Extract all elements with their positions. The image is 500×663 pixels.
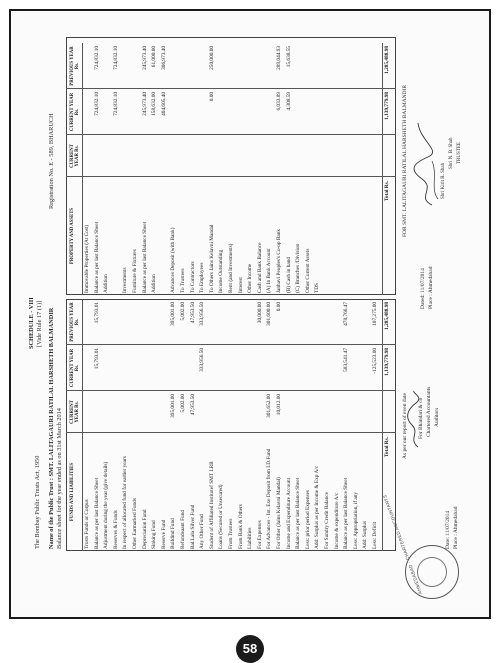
liability-row-cell: For Advances - Int. Exe Deposit from I.D.Fund xyxy=(266,448,273,549)
liability-col-divider xyxy=(66,432,396,433)
asset-row-cell: (A) In Bank Account xyxy=(266,248,273,293)
asset-row-cell: 724,832.10 xyxy=(112,46,119,70)
liability-row-cell: -125,523.00 xyxy=(372,348,378,374)
liability-row-cell: Balance as per last Balance Sheet xyxy=(343,477,350,549)
asset-row-cell: To Others Jains Kelavni Mandal xyxy=(208,224,215,293)
liability-row-cell: Less: prior period Expenses xyxy=(304,490,311,549)
asset-total-cell: 1,139,779.98 xyxy=(384,92,390,120)
liability-row-cell: Reserves & Funds xyxy=(112,510,119,549)
asset-col-header: PROPERTY AND ASSETS xyxy=(70,207,75,265)
liability-row-cell: Refundeaant Fund xyxy=(180,510,186,549)
liability-row-cell: 333,956.50 xyxy=(199,348,206,372)
asset-row-cell: Addition xyxy=(151,274,158,293)
liability-row-cell: Student of Affiliated Institutef SMT LRB xyxy=(208,461,215,549)
liability-row-cell: 47,953.50 xyxy=(189,302,196,324)
asset-row-cell: Other Current Assets xyxy=(304,248,311,293)
asset-row-cell: 15,638.55 xyxy=(285,46,292,68)
liability-col-divider xyxy=(66,344,396,345)
liability-row-cell: 107,275.00 xyxy=(372,302,378,326)
liability-row-cell: 301,652.00 xyxy=(266,394,273,418)
trustee-signature xyxy=(412,119,440,209)
asset-row-cell: TDS xyxy=(314,282,321,293)
asset-row-cell: 724,832.10 xyxy=(112,92,119,116)
asset-row-cell: To Trustees xyxy=(180,268,186,293)
asset-row-cell: Investments xyxy=(122,267,129,293)
liability-row-cell: 395,001.00 xyxy=(170,302,177,326)
liability-row-cell: 10,012.00 xyxy=(276,394,282,416)
asset-row-cell: 404,605.40 xyxy=(160,92,167,116)
asset-row-cell: Balance as per last Balance Sheet xyxy=(141,221,148,293)
liability-row-cell: Liabilities xyxy=(247,527,254,549)
liability-row-cell: For Expenses xyxy=(256,520,263,549)
liability-row-cell: Reserve Fund xyxy=(160,519,167,549)
asset-row-cell: 289,044.93 xyxy=(276,46,282,70)
as-per-report: As per our report of even date xyxy=(402,393,408,459)
liability-row-cell: 30,000.00 xyxy=(256,302,263,324)
liability-col-divider xyxy=(66,390,396,391)
asset-row-cell: Interest xyxy=(237,277,244,293)
liability-row-cell: 5,002.00 xyxy=(180,394,186,413)
chartered-accountants: Chartered Accountants xyxy=(426,386,432,437)
asset-row-cell: To Contractors xyxy=(189,261,196,293)
liability-row-cell: From Bank & Others xyxy=(237,504,244,549)
asset-total-cell: Total Rs. xyxy=(384,181,390,202)
liability-row-cell: Loans (Secured or Unsecured) xyxy=(218,484,225,549)
asset-row-cell: Furniture & Fixtures xyxy=(132,249,138,293)
signatory-title: TRUSTEE xyxy=(457,142,462,164)
liability-row-cell: Adjustment during the year (give details) xyxy=(103,461,110,549)
asset-row-cell: 724,832.10 xyxy=(93,92,100,116)
asset-row-cell: Advances Deposit (with Bank) xyxy=(170,227,177,293)
left-date: Date: 11/07/2014 xyxy=(445,510,451,549)
liability-row-cell: Income & expenditure A/c xyxy=(333,492,340,549)
mid-place: Place : Ahmedabad xyxy=(428,266,434,309)
asset-row-cell: To Employees xyxy=(199,262,206,293)
liability-col-header: CURRENT YEAR Rs. xyxy=(70,348,81,388)
liability-row-cell: Any Other Fund xyxy=(199,514,206,549)
asset-row-cell: 306,973.40 xyxy=(160,46,167,70)
liability-col-header: PREVIOUS YEAR Rs. xyxy=(70,302,81,342)
asset-row-cell: Other Income xyxy=(247,263,254,293)
balance-sheet-title: Balance sheet for the year ended as on 31st March 2014 xyxy=(56,408,63,549)
liability-row-cell: Bal.Lala Silver Fund xyxy=(189,504,196,549)
liability-row-cell: 5,002.00 xyxy=(180,302,186,321)
liability-row-cell: Add: Surplus xyxy=(362,520,369,549)
liability-row-cell: 15,793.01 xyxy=(93,302,100,324)
asset-total-line xyxy=(382,43,383,295)
auditors-label: Auditors xyxy=(434,407,440,427)
liability-row-cell: Less: Appropriation, if any xyxy=(352,491,359,549)
liability-header-line xyxy=(82,299,83,551)
asset-row-cell: 724,832.10 xyxy=(93,46,100,70)
liability-row-cell: Less: Deficit xyxy=(372,521,378,549)
liability-row-cell: 333,956.50 xyxy=(199,302,206,326)
liability-total-cell: 1,139,779.98 xyxy=(384,348,390,376)
asset-col-divider xyxy=(66,176,396,177)
asset-col-header: CURRENT YEAR Rs. xyxy=(70,144,81,168)
liability-total-cell: 1,285,488.98 xyxy=(384,302,390,330)
liability-row-cell: Income and Expenditure Account xyxy=(285,477,292,549)
liability-row-cell: For Other (Jains Kelavni Mandal) xyxy=(276,477,282,549)
asset-row-cell: Cash and Bank Balance xyxy=(256,242,263,293)
liability-row-cell: 478,766.47 xyxy=(343,302,350,326)
asset-row-cell: 6,033.89 xyxy=(276,92,282,111)
asset-row-cell: 4,308.59 xyxy=(285,92,292,111)
asset-row-cell: Balance as per last Balance Sheet xyxy=(93,221,100,293)
trust-name: Name of the Public Trust : SMT. LALITAGAURI RATILAL HARSHETH BALMANDIR xyxy=(48,307,55,549)
liability-row-cell: In respect of allocated fund for earlier years xyxy=(122,456,129,549)
liability-row-cell: 47,953.50 xyxy=(189,394,196,416)
liability-row-cell: 395,001.00 xyxy=(170,394,177,418)
scanned-page-frame xyxy=(9,9,491,619)
asset-row-cell: 0.00 xyxy=(208,92,215,102)
liability-row-cell: 583,541.47 xyxy=(343,348,350,372)
liability-row-cell: For Sundry Credit Balance xyxy=(324,492,330,549)
asset-row-cell: 61,000.00 xyxy=(151,46,158,68)
liability-row-cell: From Trustees xyxy=(228,518,234,549)
asset-row-cell: Immovable Properties (At Cost) xyxy=(84,224,90,293)
for-trust: FOR SMT. LALITAGAURI RATILAL HARSHETH BALMANDIR xyxy=(402,84,408,237)
auditor-signature xyxy=(406,389,422,449)
liability-row-cell: Other Earmarked Funds xyxy=(132,498,138,549)
asset-row-cell: (C) Branches /Division xyxy=(295,243,302,293)
asset-row-cell: Janhavi Peoples's Co-op Bank xyxy=(276,228,282,293)
liability-row-cell: Sinking Fund xyxy=(151,520,158,549)
liability-row-cell: Balance as per last Balance Sheet xyxy=(295,477,302,549)
asset-row-cell: 245,973.40 xyxy=(141,46,148,70)
asset-row-cell: 158,632.00 xyxy=(151,92,158,116)
auditor-firm: For Bhandari & co xyxy=(418,397,424,439)
asset-col-divider xyxy=(66,134,396,135)
asset-col-header: PREVIOUS YEAR Rs. xyxy=(70,46,81,86)
liability-col-header: CURRENT YEAR Rs. xyxy=(70,400,81,424)
auditor-stamp-inner xyxy=(417,557,447,587)
asset-col-header: CURRENT YEAR Rs. xyxy=(70,92,81,132)
liability-row-cell: Balance as per last Balance Sheet xyxy=(93,477,100,549)
liability-col-header: FUNDS AND LIABILITIES xyxy=(70,462,75,522)
mid-date: Dated: 11/07/2014 xyxy=(420,268,426,309)
asset-col-divider xyxy=(66,88,396,89)
liability-total-line xyxy=(382,299,383,551)
liability-row-cell: 301,600.00 xyxy=(266,302,273,326)
asset-row-cell: 250,000.00 xyxy=(208,46,215,70)
registration-no: Registration No. E - 589, BHARUCH xyxy=(48,113,55,209)
asset-header-line xyxy=(82,43,83,295)
asset-row-cell: Income Outstanding xyxy=(218,249,225,293)
asset-total-cell: 1,285,488.98 xyxy=(384,46,390,74)
liability-row-cell: Add: Surplus as per Income & Exp A/c xyxy=(314,465,321,549)
liability-row-cell: Buildind Fund xyxy=(170,518,177,549)
left-place: Place : Ahmedabad xyxy=(453,506,459,549)
asset-row-cell: Rent (and Investments) xyxy=(228,243,234,293)
asset-row-cell: (B) Cash in hand xyxy=(285,256,292,293)
liability-row-cell: Trusts Funds or Corpus xyxy=(84,499,90,549)
signatory-1: Shri Kirit R. Shah xyxy=(441,162,446,199)
liability-total-cell: Total Rs. xyxy=(384,437,390,458)
liability-row-cell: Depreciation Fund xyxy=(141,509,148,549)
page-number: 58 xyxy=(236,635,264,663)
schedule-title: SCHEDULE - VIII xyxy=(28,297,35,349)
asset-row-cell: 245,973.40 xyxy=(141,92,148,116)
rotated-balance-sheet xyxy=(20,19,480,609)
liability-row-cell: 15,793.01 xyxy=(93,348,100,370)
rule-ref: [Vide Rule 17 (1)] xyxy=(36,300,43,347)
signatory-2: Shri N. B. Shah xyxy=(449,137,454,169)
liability-row-cell: 0.00 xyxy=(276,302,282,312)
stamp-text: AHMEDABAD · CHARTERED ACCOUNTANTS xyxy=(382,494,423,595)
act-title: The Bombay Public Trusts Act, 1950 xyxy=(34,455,41,549)
asset-row-cell: Addition xyxy=(103,274,110,293)
